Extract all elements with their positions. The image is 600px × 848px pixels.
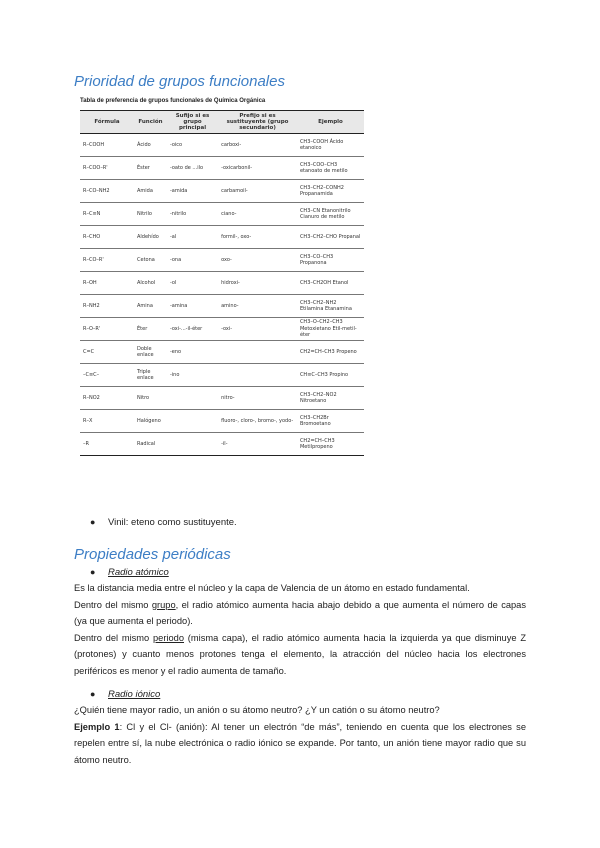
table-row — [80, 433, 364, 456]
table-cell: R–OH — [80, 272, 134, 295]
table-row — [80, 295, 364, 318]
paragraph: ¿Quién tiene mayor radio, un anión o su átomo neutro? ¿Y un catión o su átomo neutro? — [74, 705, 440, 715]
table-cell: oxo- — [218, 249, 297, 272]
table-cell: R–X — [80, 410, 134, 433]
table-cell — [167, 387, 218, 410]
table-cell: CH3–CH2–CONH2 Propanamida — [297, 180, 364, 203]
table-cell: Radical — [134, 433, 167, 456]
table-cell: Amina — [134, 295, 167, 318]
table-cell: R–CHO — [80, 226, 134, 249]
table-row — [80, 272, 364, 295]
table-cell: -oico — [167, 134, 218, 157]
functional-groups-table — [80, 110, 364, 456]
table-cell: CH3–CH2–NO2 Nitroetano — [297, 387, 364, 410]
table-caption: Tabla de preferencia de grupos funcionales de Química Orgánica — [80, 98, 266, 104]
table-row — [80, 226, 364, 249]
radio-ionico-text — [74, 702, 526, 768]
table-cell: nitro- — [218, 387, 297, 410]
table-row — [80, 341, 364, 364]
table-cell: -ino — [167, 364, 218, 387]
table-cell — [218, 341, 297, 364]
table-cell: -ona — [167, 249, 218, 272]
table-cell: fluoro-, cloro-, bromo-, yodo- — [218, 410, 297, 433]
table-cell: CH≡C–CH3 Propino — [297, 364, 364, 387]
table-cell: R–NO2 — [80, 387, 134, 410]
section-title-propiedades: Propiedades periódicas — [74, 546, 231, 563]
table-cell: R–O–R' — [80, 318, 134, 341]
table-cell: Cetona — [134, 249, 167, 272]
col-header: Función — [134, 111, 167, 134]
table-cell: –C≡C– — [80, 364, 134, 387]
table-cell: R–C≡N — [80, 203, 134, 226]
table-cell: CH3–CH2–NH2 Etilamina Etanamina — [297, 295, 364, 318]
table-cell: C=C — [80, 341, 134, 364]
paragraph: Ejemplo 1: Cl y el Cl- (anión): Al tener un electrón “de más”, teniendo en cuenta que los electrones se repelen entre sí, la nube electrónica o radio iónico se expande. Por tanto, un anión tiene mayor radio que su átomo neutro. — [74, 721, 526, 765]
col-header: Prefijo si es sustituyente (grupo secundario) — [218, 111, 297, 134]
table-cell: R–COO–R' — [80, 157, 134, 180]
table-cell — [167, 433, 218, 456]
table-row — [80, 364, 364, 387]
table-row — [80, 387, 364, 410]
table-cell: CH3–O–CH2–CH3 Metoxietano Etil-metil-éter — [297, 318, 364, 341]
col-header: Sufijo si es grupo principal — [167, 111, 218, 134]
table-cell: CH3–COO–CH3 etanoato de metilo — [297, 157, 364, 180]
table-cell: -amina — [167, 295, 218, 318]
table-cell: CH3–CH2OH Etanol — [297, 272, 364, 295]
table-header-row — [80, 111, 364, 134]
table-row — [80, 134, 364, 157]
table-cell: hidroxi- — [218, 272, 297, 295]
table-cell: CH2=CH–CH3 Metilpropeno — [297, 433, 364, 456]
table-cell: –R — [80, 433, 134, 456]
table-cell: CH2=CH–CH3 Propeno — [297, 341, 364, 364]
table-cell: R–CO–NH2 — [80, 180, 134, 203]
table-cell: formil-, oxo- — [218, 226, 297, 249]
table-cell — [218, 364, 297, 387]
table-cell: R–COOH — [80, 134, 134, 157]
bullet-dot-icon: ● — [90, 689, 96, 699]
table-cell: Alcohol — [134, 272, 167, 295]
table-cell — [167, 410, 218, 433]
table-cell: R–CO–R' — [80, 249, 134, 272]
table-cell: -oxi-...-il-éter — [167, 318, 218, 341]
table-cell: CH3–CH2Br Bromoetano — [297, 410, 364, 433]
table-row — [80, 157, 364, 180]
table-row — [80, 410, 364, 433]
table-cell: Halógeno — [134, 410, 167, 433]
table-cell: Ácido — [134, 134, 167, 157]
radio-atomico-text — [74, 580, 526, 679]
table-cell: amino- — [218, 295, 297, 318]
table-cell: CH3–CH2–CHO Propanal — [297, 226, 364, 249]
table-cell: -il- — [218, 433, 297, 456]
table-cell: -oato de ...ilo — [167, 157, 218, 180]
bullet-dot-icon: ● — [90, 517, 96, 527]
table-row — [80, 318, 364, 341]
table-cell: -al — [167, 226, 218, 249]
table-row — [80, 249, 364, 272]
table-cell: -ol — [167, 272, 218, 295]
paragraph: Es la distancia media entre el núcleo y la capa de Valencia de un átomo en estado fundamental. — [74, 583, 470, 593]
table-row — [80, 203, 364, 226]
section-title-grupos: Prioridad de grupos funcionales — [74, 73, 285, 90]
table-cell: R–NH2 — [80, 295, 134, 318]
table-cell: Doble enlace — [134, 341, 167, 364]
table-cell: -oxi- — [218, 318, 297, 341]
col-header: Ejemplo — [297, 111, 364, 134]
table-cell: carbamoil- — [218, 180, 297, 203]
table-cell: Triple enlace — [134, 364, 167, 387]
table-cell: Éster — [134, 157, 167, 180]
table-cell: Aldehído — [134, 226, 167, 249]
bullet-dot-icon: ● — [90, 567, 96, 577]
paragraph: Dentro del mismo grupo, el radio atómico aumenta hacia abajo debido a que aumenta el número de capas (ya que aumenta el periodo). — [74, 599, 526, 626]
table-cell: -nitrilo — [167, 203, 218, 226]
paragraph: Dentro del mismo periodo (misma capa), el radio atómico aumenta hacia la izquierda ya que disminuye Z (protones) y cuanto menos protones tenga el elemento, la atracción del núcleo hacia los electrones periféricos es menor y el radio aumenta de tamaño. — [74, 632, 526, 676]
table-cell: CH3–CO–CH3 Propanona — [297, 249, 364, 272]
table-cell: ciano- — [218, 203, 297, 226]
table-cell: Nitrilo — [134, 203, 167, 226]
table-cell: Nitro — [134, 387, 167, 410]
table-cell: -amida — [167, 180, 218, 203]
table-cell: Amida — [134, 180, 167, 203]
table-cell: carboxi- — [218, 134, 297, 157]
table-cell: -oxicarbonil- — [218, 157, 297, 180]
table-cell: -eno — [167, 341, 218, 364]
col-header: Fórmula — [80, 111, 134, 134]
table-row — [80, 180, 364, 203]
table-cell: Éter — [134, 318, 167, 341]
table-cell: CH3–COOH Ácido etanoico — [297, 134, 364, 157]
table-cell: CH3–CN Etanonitrilo Cianuro de metilo — [297, 203, 364, 226]
